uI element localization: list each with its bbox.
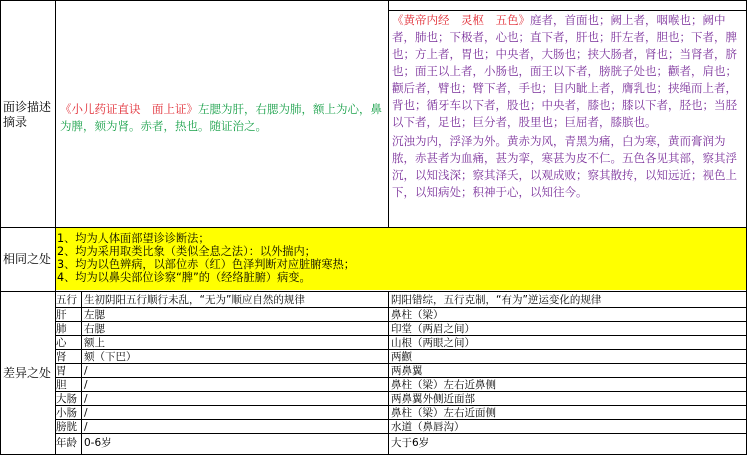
right-excerpt-source: 《黄帝内经 灵枢 五色》: [392, 13, 530, 27]
common-point: 1、均为人体面部望诊诊断法；: [57, 232, 210, 245]
common-point: 2、均为采用取类比象（类似全息之法）：以外揣内；: [57, 245, 316, 258]
right-excerpt-paragraph-2: 沉浊为内，浮泽为外。黄赤为风，青黑为痛，白为寒，黄而膏润为脓，赤甚者为血痛，甚为挛，寒甚为皮不仁。五色各见其部，察其浮沉，以知浅深；察其泽夭，以观成败；察其散抟，以知远近；视色上下，以知病处；积神于心，以知往今。: [392, 134, 737, 199]
diff-left-value: 颏（下巴）: [84, 351, 137, 363]
diff-organ: 肺: [56, 323, 67, 335]
diff-right-value: 两鼻翼外侧近面部: [391, 393, 475, 405]
diff-right-value: 水道（鼻唇沟）: [391, 421, 465, 433]
diff-five-elements-right: 阴阳错综，五行克制，“有为”逆运变化的规律: [391, 294, 602, 306]
diff-right-value: 鼻柱（梁）左右近面侧: [391, 407, 496, 419]
diff-organ: 胃: [56, 365, 67, 377]
diff-organ: 大肠: [56, 393, 77, 405]
diff-right-value: 鼻柱（梁）左右近鼻侧: [391, 379, 496, 391]
diff-left-value: /: [84, 379, 88, 391]
diff-right-value: 鼻柱（梁）: [391, 309, 444, 321]
right-excerpt: [392, 12, 744, 226]
diff-age-label: 年龄: [56, 437, 77, 449]
diff-five-elements-left: 生初阴阳五行顺行未乱，“无为”顺应自然的规律: [84, 294, 305, 306]
diff-left-value: /: [84, 421, 88, 433]
row-label-difference: [3, 366, 55, 381]
diff-right-value: 印堂（两眉之间）: [391, 323, 475, 335]
row-label-difference-text: 差异之处: [3, 366, 52, 380]
diff-organ: 肝: [56, 309, 67, 321]
diff-age-left: 0-6岁: [84, 437, 112, 449]
common-points: [57, 232, 745, 284]
diff-left-value: 左腮: [84, 309, 105, 321]
diff-right-value: 两鼻翼: [391, 365, 423, 377]
left-excerpt-source: 《小儿药证直诀 面上证》: [60, 102, 198, 116]
diff-left-value: /: [84, 365, 88, 377]
diff-right-value: 两颧: [391, 351, 412, 363]
row-label-diagnosis: [3, 100, 53, 130]
diff-organ: 肾: [56, 351, 67, 363]
row-label-common: [3, 252, 55, 267]
diff-right-value: 山根（两眼之间）: [391, 337, 475, 349]
right-excerpt-paragraph-1-text: 庭者，首面也；阙上者，咽喉也；阙中者，肺也；下极者，心也；直下者，肝也；肝左者，胆也；下者，脾也；方上者，胃也；中央者，大肠也；挟大肠者，肾也；当肾者，脐也；面王以上者，小肠也，面王以下者，膀胱子处也；颧者，肩也；颧后者，臂也；臂下者，手也；目内眦上者，膺乳也；挟绳而上者，背也；循牙车以下者，股也；中央者，膝也；膝以下者，胫也；当胫以下者，足也；巨分者，股里也；巨屈者，膝膑也。: [392, 13, 737, 129]
diff-left-value: /: [84, 393, 88, 405]
diff-left-value: 右腮: [84, 323, 105, 335]
diff-five-elements-label: 五行: [56, 294, 77, 306]
diff-left-value: /: [84, 407, 88, 419]
diff-organ: 小肠: [56, 407, 77, 419]
diff-left-value: 额上: [84, 337, 105, 349]
diff-age-right: 大于6岁: [391, 437, 430, 449]
left-excerpt-text: 左腮为肝，右腮为肺，额上为心，鼻为脾，颏为肾。赤者，热也。随证治之。: [60, 102, 382, 133]
diff-organ: 膀胱: [56, 421, 77, 433]
common-point: 4、均为以鼻尖部位诊察“脾”的（经络脏腑）病变。: [57, 271, 311, 284]
diff-organ: 心: [56, 337, 67, 349]
row-label-common-text: 相同之处: [3, 252, 52, 266]
diff-organ: 胆: [56, 379, 67, 391]
right-excerpt-paragraph-1: [392, 12, 744, 131]
left-excerpt: [60, 101, 384, 135]
common-point: 3、均为以色辨病，以部位赤（红）色泽判断对应脏腑寒热；: [57, 258, 355, 271]
row-label-diagnosis-text: 面诊描述摘录: [3, 100, 52, 129]
